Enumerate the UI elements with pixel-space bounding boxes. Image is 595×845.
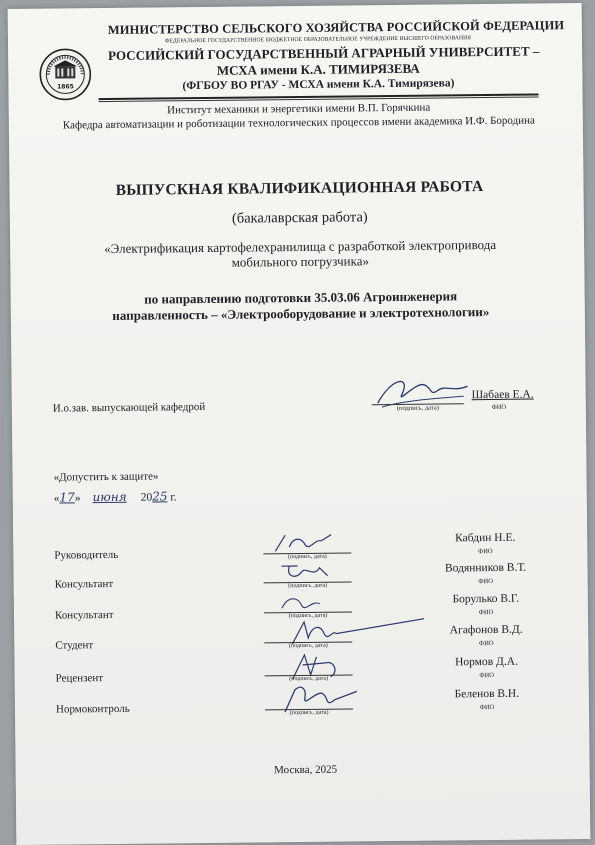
university-name-line1: РОССИЙСКИЙ ГОСУДАРСТВЕННЫЙ АГРАРНЫЙ УНИВЕРСИТЕТ –: [108, 43, 540, 63]
topic-line1: «Электрификация картофелехранилища с разработкой электропривода: [104, 236, 497, 257]
admission-label: «Допустить к защите»: [53, 470, 159, 484]
document-subtitle: (бакалаврская работа): [231, 209, 368, 227]
document-title: ВЫПУСКНАЯ КВАЛИФИКАЦИОННАЯ РАБОТА: [115, 178, 484, 199]
head-name: Шабаев Е.А.: [471, 388, 534, 402]
person-name: Беленов В.Н.: [454, 687, 520, 701]
head-signature-caption: (подпись, дата): [396, 404, 439, 412]
university-name-line3: (ФГБОУ ВО РГАУ - МСХА имени К.А. Тимирязева): [182, 77, 455, 93]
department-name: Кафедра автоматизации и роботизации технологических процессов имени академика И.Ф. Бородина: [62, 114, 535, 132]
admission-date: [54, 489, 177, 504]
city-year: Москва, 2025: [274, 763, 338, 777]
logo-year: 1865: [57, 83, 74, 91]
signature-caption: (подпись, дата): [288, 612, 328, 620]
signature-caption: (подпись, дата): [288, 582, 328, 590]
signature-caption: (подпись, дата): [289, 675, 329, 683]
date-year-prefix: 20: [140, 491, 153, 504]
consultant-signature: [276, 590, 336, 615]
date-month: июня: [92, 489, 127, 505]
date-day: 17: [59, 490, 75, 505]
document-page: [8, 3, 591, 845]
head-fio-caption: ФИО: [491, 403, 507, 411]
signature-caption: (подпись, дата): [287, 553, 327, 561]
person-name: Нормов Д.А.: [455, 655, 519, 669]
role-label: Руководитель: [54, 548, 119, 562]
direction-line1: по направлению подготовки 35.03.06 Агроинженерия: [144, 288, 458, 307]
fio-caption: ФИО: [479, 671, 494, 680]
signature-caption: (подпись, дата): [288, 642, 328, 650]
fio-caption: ФИО: [479, 703, 495, 712]
university-logo: [39, 48, 92, 101]
fio-caption: ФИО: [478, 577, 493, 586]
institute-name: Институт механики и энергетики имени В.П. Горячкина: [167, 101, 431, 117]
topic-line2: мобильного погрузчика»: [231, 253, 370, 270]
ministry-name: МИНИСТЕРСТВО СЕЛЬСКОГО ХОЗЯЙСТВА РОССИЙСКОЙ ФЕДЕРАЦИИ: [107, 18, 565, 37]
fio-caption: ФИО: [478, 547, 493, 556]
role-label: Студент: [55, 639, 94, 652]
direction-line2: направленность – «Электрооборудование и электротехнологии»: [112, 304, 490, 323]
person-name: Водянников В.Т.: [444, 561, 527, 575]
person-name: Кабдин Н.Е.: [454, 531, 516, 545]
person-name: Борулько В.Г.: [452, 592, 520, 606]
federal-institution-type: ФЕДЕРАЛЬНОЕ ГОСУДАРСТВЕННОЕ БЮДЖЕТНОЕ ОБРАЗОВАТЕЛЬНОЕ УЧРЕЖДЕНИЕ ВЫСШЕГО ОБРАЗОВАНИЯ: [164, 35, 472, 45]
supervisor-signature: [271, 531, 341, 556]
signature-caption: (подпись, дата): [289, 709, 329, 717]
fio-caption: ФИО: [479, 639, 494, 648]
person-name: Агафонов В.Д.: [449, 623, 523, 637]
date-year-tail: г.: [167, 491, 177, 504]
consultant-signature: [275, 558, 335, 585]
date-year-suffix: 25: [152, 489, 168, 504]
date-open-quote: «: [53, 492, 60, 505]
fio-caption: ФИО: [478, 608, 494, 617]
role-label: Консультант: [54, 577, 114, 591]
role-label: Консультант: [54, 608, 114, 622]
role-label: Рецензент: [55, 672, 104, 685]
university-name-line2: МСХА имени К.А. ТИМИРЯЗЕВА: [216, 60, 420, 78]
date-close-quote: »: [74, 492, 81, 505]
head-of-department-label: И.о.зав. выпускающей кафедрой: [52, 400, 206, 415]
role-label: Нормоконтроль: [55, 702, 130, 716]
